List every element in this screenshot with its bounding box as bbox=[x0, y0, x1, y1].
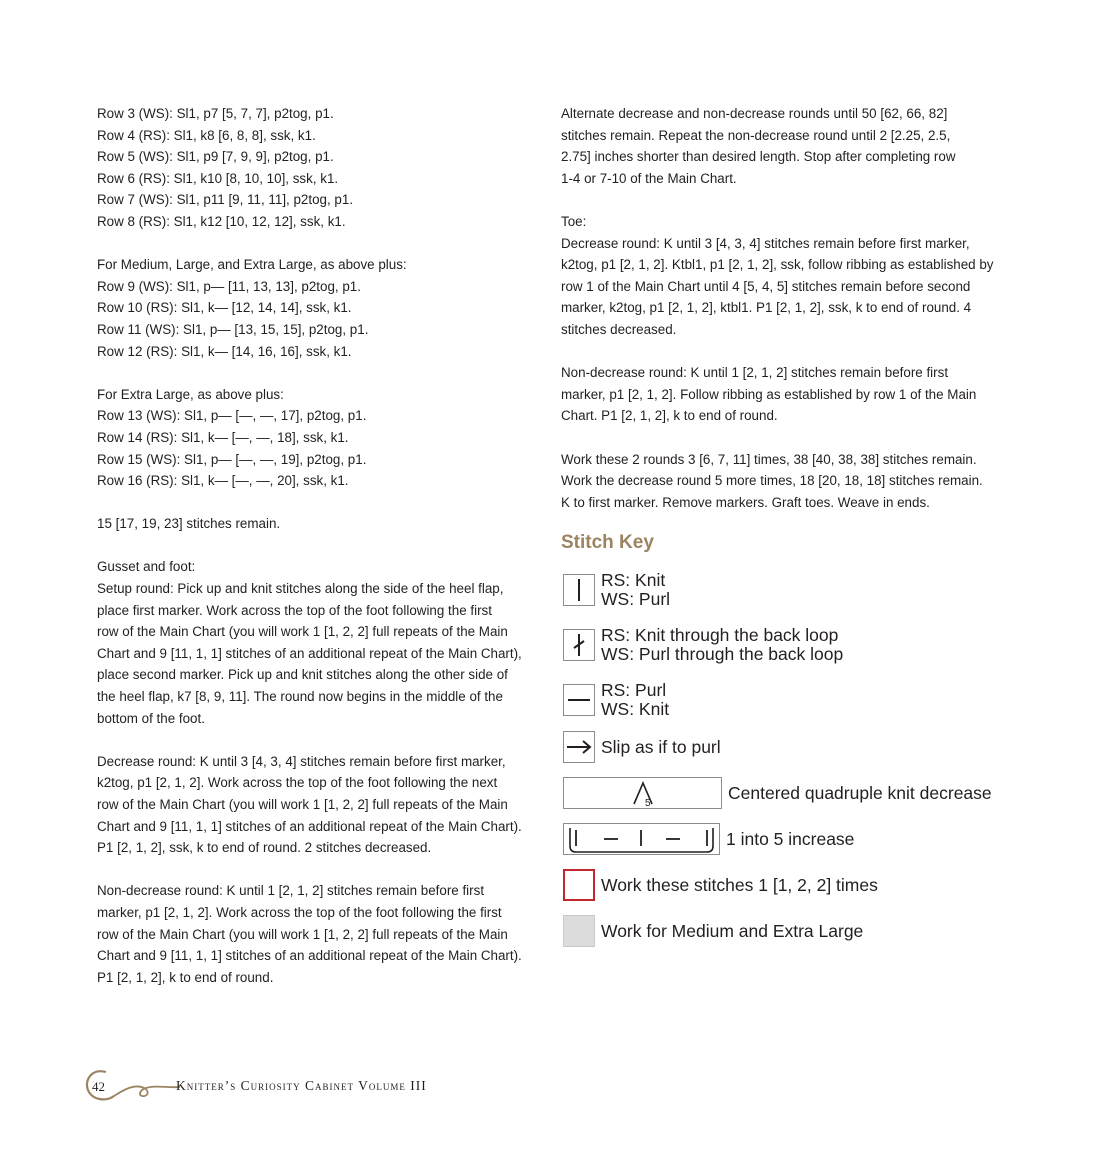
left-column-line: Chart and 9 [11, 1, 1] stitches of an additional repeat of the Main Chart), bbox=[97, 645, 522, 661]
key-slip bbox=[563, 731, 721, 763]
key-slip-label: Slip as if to purl bbox=[601, 736, 721, 757]
key-purl bbox=[563, 681, 669, 718]
right-column-line: K to first marker. Remove markers. Graft toes. Weave in ends. bbox=[561, 494, 930, 510]
left-column-line: bottom of the foot. bbox=[97, 710, 205, 726]
left-column-line: place second marker. Pick up and knit stitches along the other side of bbox=[97, 667, 508, 683]
key-ktbl bbox=[563, 626, 843, 663]
left-column-line: P1 [2, 1, 2], ssk, k to end of round. 2 stitches decreased. bbox=[97, 840, 432, 856]
right-column-line: marker, p1 [2, 1, 2]. Follow ribbing as established by row 1 of the Main bbox=[561, 386, 977, 402]
left-column-line: Row 11 (WS): Sl1, p— [13, 15, 15], p2tog, p1. bbox=[97, 321, 369, 337]
right-column bbox=[561, 103, 1006, 513]
left-column-line: Row 5 (WS): Sl1, p9 [7, 9, 9], p2tog, p1. bbox=[97, 149, 334, 165]
left-column-line: the heel flap, k7 [8, 9, 11]. The round now begins in the middle of the bbox=[97, 689, 503, 705]
knit-icon bbox=[563, 574, 595, 606]
left-column-line: Decrease round: K until 3 [4, 3, 4] stitches remain before first marker, bbox=[97, 753, 506, 769]
cqd-glyph-number: 5 bbox=[644, 798, 651, 808]
right-column-line: Alternate decrease and non-decrease rounds until 50 [62, 66, 82] bbox=[561, 106, 948, 121]
left-column-line: Row 3 (WS): Sl1, p7 [5, 7, 7], p2tog, p1. bbox=[97, 106, 334, 121]
left-column-line: Row 4 (RS): Sl1, k8 [6, 8, 8], ssk, k1. bbox=[97, 127, 316, 143]
right-column-line bbox=[561, 341, 1006, 363]
key-repeat bbox=[563, 869, 878, 901]
left-column-line: Row 7 (WS): Sl1, p11 [9, 11, 11], p2tog, p1. bbox=[97, 192, 354, 208]
key-purl-rs: RS: Purl bbox=[601, 680, 667, 700]
key-medium-xl-label: Work for Medium and Extra Large bbox=[601, 920, 864, 941]
key-purl-ws: WS: Knit bbox=[601, 698, 670, 719]
left-column-line: Gusset and foot: bbox=[97, 559, 196, 575]
key-knit-rs: RS: Knit bbox=[601, 570, 666, 590]
left-column-line: marker, p1 [2, 1, 2]. Work across the top of the foot following the first bbox=[97, 904, 502, 920]
left-column-line: row of the Main Chart (you will work 1 [1, 2, 2] full repeats of the Main bbox=[97, 624, 508, 640]
left-column-line: row of the Main Chart (you will work 1 [1, 2, 2] full repeats of the Main bbox=[97, 926, 508, 942]
left-column-line bbox=[97, 233, 542, 255]
key-inc5-label: 1 into 5 increase bbox=[726, 828, 855, 849]
left-column-line: Row 8 (RS): Sl1, k12 [10, 12, 12], ssk, k1. bbox=[97, 213, 346, 229]
left-column-line: Chart and 9 [11, 1, 1] stitches of an additional repeat of the Main Chart). bbox=[97, 818, 522, 834]
key-medium-xl bbox=[563, 915, 863, 947]
left-column-line bbox=[97, 362, 542, 384]
left-column-line: Row 14 (RS): Sl1, k— [—, —, 18], ssk, k1. bbox=[97, 429, 349, 445]
left-column-line: Row 6 (RS): Sl1, k10 [8, 10, 10], ssk, k1. bbox=[97, 170, 339, 186]
left-column-line: For Medium, Large, and Extra Large, as above plus: bbox=[97, 257, 407, 273]
key-ktbl-ws: WS: Purl through the back loop bbox=[601, 643, 844, 664]
right-column-line: Non-decrease round: K until 1 [2, 1, 2] stitches remain before first bbox=[561, 365, 949, 381]
increase-icon bbox=[563, 823, 720, 855]
left-column-line: Row 15 (WS): Sl1, p— [—, —, 19], p2tog, p1. bbox=[97, 451, 367, 467]
left-column-line: row of the Main Chart (you will work 1 [1, 2, 2] full repeats of the Main bbox=[97, 797, 508, 812]
right-column-line: Work these 2 rounds 3 [6, 7, 11] times, 38 [40, 38, 38] stitches remain. bbox=[561, 451, 977, 467]
right-column-line: k2tog, p1 [2, 1, 2]. Ktbl1, p1 [2, 1, 2], ssk, follow ribbing as established by bbox=[561, 257, 994, 273]
right-column-line: Decrease round: K until 3 [4, 3, 4] stitches remain before first marker, bbox=[561, 235, 970, 251]
left-column-line bbox=[97, 729, 542, 751]
right-column-line: 2.75] inches shorter than desired length. Stop after completing row bbox=[561, 149, 956, 165]
right-column-line: marker, k2tog, p1 [2, 1, 2], ktbl1. P1 [2, 1, 2], ssk, k to end of round. 4 bbox=[561, 300, 972, 316]
left-column-line: Row 13 (WS): Sl1, p— [—, —, 17], p2tog, p1. bbox=[97, 408, 367, 424]
purl-icon bbox=[563, 684, 595, 716]
grey-box-icon bbox=[563, 915, 595, 947]
left-column-line bbox=[97, 492, 542, 514]
left-column-line: Row 12 (RS): Sl1, k— [14, 16, 16], ssk, k1. bbox=[97, 343, 352, 359]
left-column-line: Row 16 (RS): Sl1, k— [—, —, 20], ssk, k1. bbox=[97, 473, 349, 489]
left-column-line: place first marker. Work across the top of the foot following the first bbox=[97, 602, 492, 618]
left-column-line: For Extra Large, as above plus: bbox=[97, 386, 284, 402]
left-column-line: P1 [2, 1, 2], k to end of round. bbox=[97, 969, 274, 985]
key-cqd bbox=[563, 777, 992, 809]
left-column-line: Row 9 (WS): Sl1, p— [11, 13, 13], p2tog, p1. bbox=[97, 278, 361, 294]
right-column-line: stitches decreased. bbox=[561, 321, 677, 337]
twisted-knit-icon bbox=[563, 629, 595, 661]
book-title: Knitter’s Curiosity Cabinet Volume III bbox=[176, 1078, 427, 1093]
right-column-line: Chart. P1 [2, 1, 2], k to end of round. bbox=[561, 408, 778, 424]
right-column-line bbox=[561, 427, 1006, 449]
left-column-line: Setup round: Pick up and knit stitches along the side of the heel flap, bbox=[97, 581, 504, 597]
key-cqd-label: Centered quadruple knit decrease bbox=[728, 782, 992, 803]
page-number: 42 bbox=[92, 1079, 105, 1094]
left-column-line bbox=[97, 535, 542, 557]
right-column-line: row 1 of the Main Chart until 4 [5, 4, 5] stitches remain before second bbox=[561, 278, 971, 294]
slip-arrow-icon bbox=[563, 731, 595, 763]
left-column-line: 15 [17, 19, 23] stitches remain. bbox=[97, 516, 281, 532]
stitch-key-title: Stitch Key bbox=[561, 532, 654, 553]
page-footer bbox=[84, 1066, 504, 1106]
repeat-box-icon bbox=[563, 869, 595, 901]
left-column-line: Row 10 (RS): Sl1, k— [12, 14, 14], ssk, k1. bbox=[97, 300, 352, 316]
key-knit bbox=[563, 571, 670, 608]
right-column-line: stitches remain. Repeat the non-decrease round until 2 [2.25, 2.5, bbox=[561, 127, 951, 143]
left-column-line bbox=[97, 859, 542, 881]
left-column-line: Non-decrease round: K until 1 [2, 1, 2] stitches remain before first bbox=[97, 883, 485, 899]
left-column-line: k2tog, p1 [2, 1, 2]. Work across the top of the foot following the next bbox=[97, 775, 498, 791]
left-column-line: Chart and 9 [11, 1, 1] stitches of an additional repeat of the Main Chart). bbox=[97, 948, 522, 964]
key-knit-ws: WS: Purl bbox=[601, 588, 671, 609]
key-repeat-label: Work these stitches 1 [1, 2, 2] times bbox=[601, 874, 878, 895]
quadruple-decrease-icon bbox=[563, 777, 722, 809]
left-column bbox=[97, 103, 542, 988]
right-column-line: 1-4 or 7-10 of the Main Chart. bbox=[561, 170, 737, 186]
key-ktbl-rs: RS: Knit through the back loop bbox=[601, 625, 839, 645]
key-inc5 bbox=[563, 823, 854, 855]
right-column-line: Toe: bbox=[561, 213, 587, 229]
right-column-line: Work the decrease round 5 more times, 18 [20, 18, 18] stitches remain. bbox=[561, 473, 983, 489]
right-column-line bbox=[561, 189, 1006, 211]
